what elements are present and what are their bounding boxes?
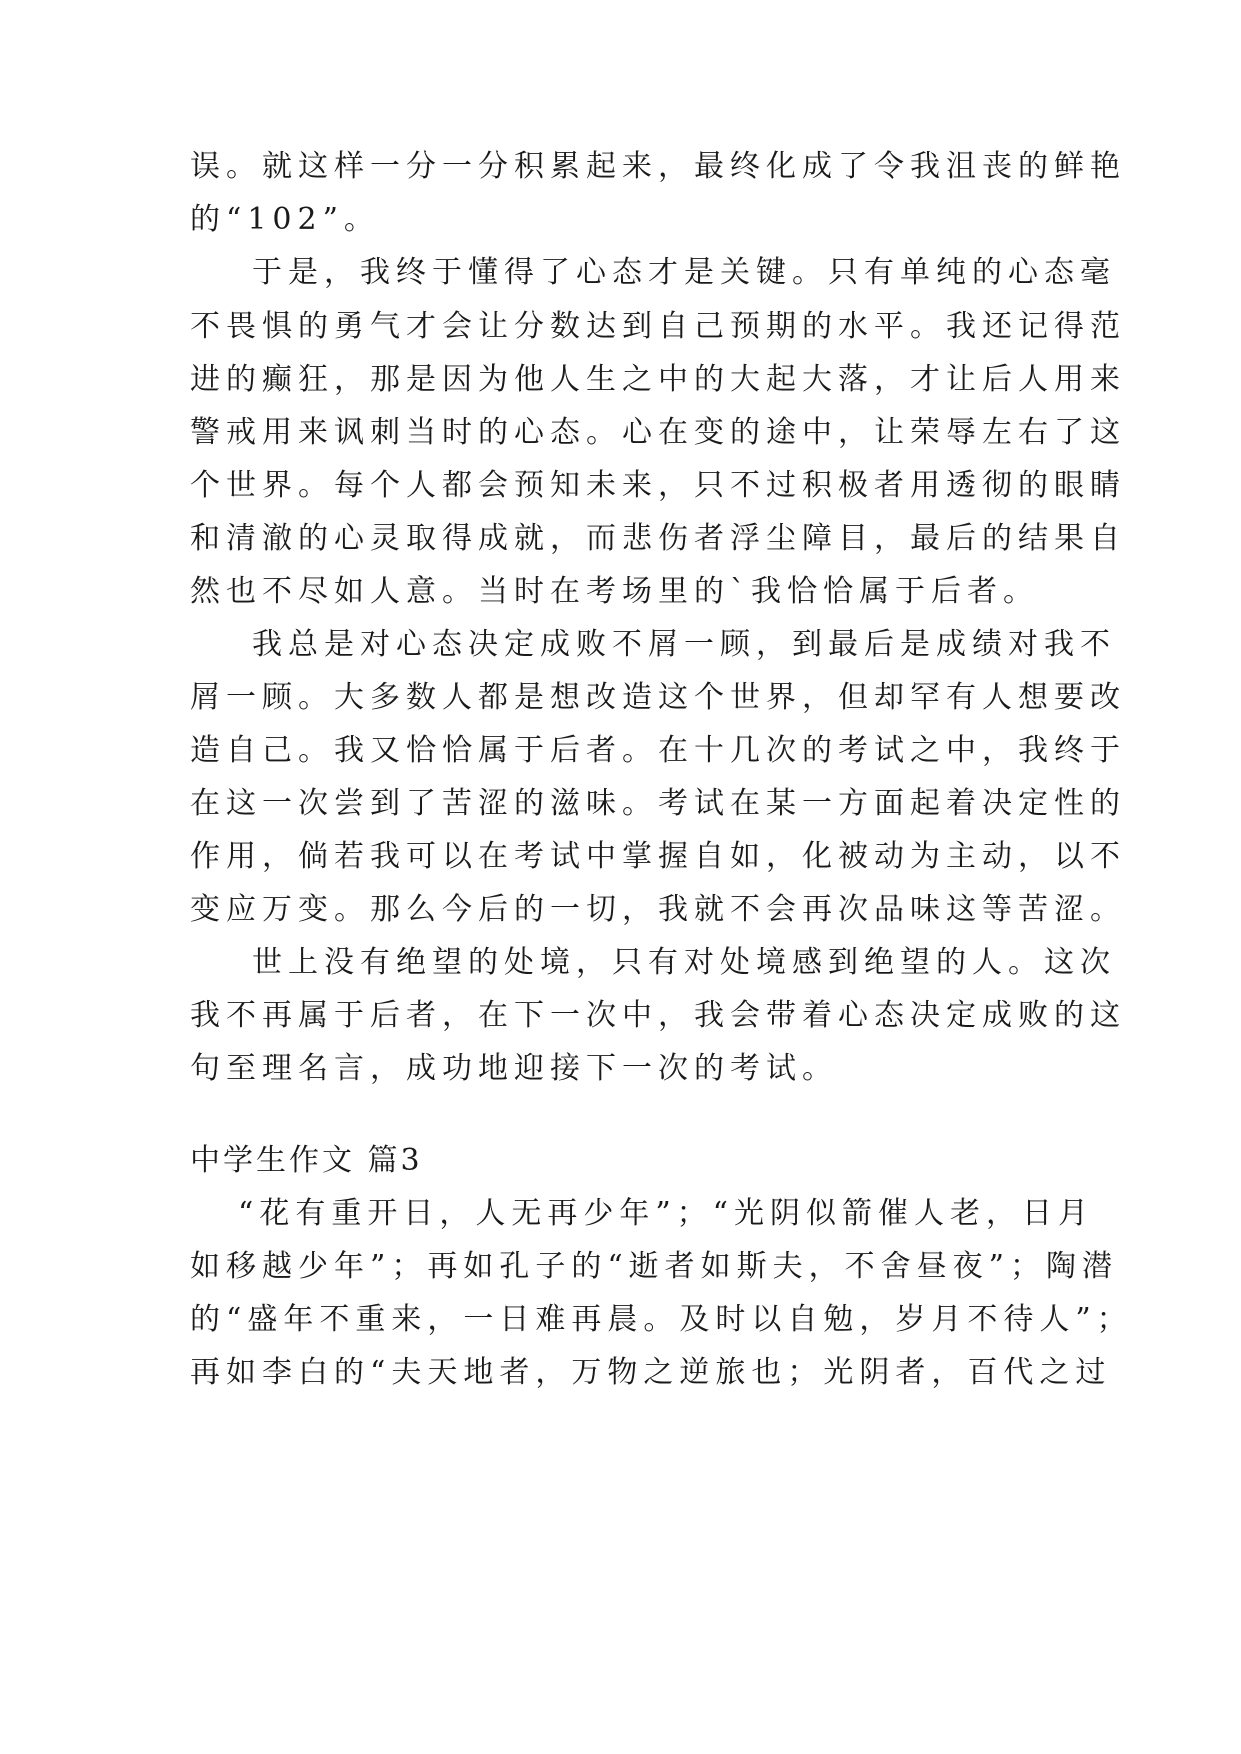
text-line: 个世界。每个人都会预知未来，只不过积极者用透彻的眼睛 <box>190 468 1126 503</box>
text-line: 再如李白的“夫天地者，万物之逆旅也；光阴者，百代之过 <box>190 1355 1112 1390</box>
text-line: 和清澈的心灵取得成就，而悲伤者浮尘障目，最后的结果自 <box>190 521 1126 556</box>
text-line: 变应万变。那么今后的一切，我就不会再次品味这等苦涩。 <box>190 892 1126 927</box>
text-line: 作用，倘若我可以在考试中掌握自如，化被动为主动，以不 <box>190 839 1126 874</box>
text-line: 然也不尽如人意。当时在考场里的`我恰恰属于后者。 <box>190 574 1039 609</box>
section-heading: 中学生作文 篇3 <box>190 1143 423 1178</box>
text-line: 的“102”。 <box>190 202 380 237</box>
paragraph-start-line: 于是，我终于懂得了心态才是关键。只有单纯的心态毫 <box>252 255 1116 290</box>
text-line: 在这一次尝到了苦涩的滋味。考试在某一方面起着决定性的 <box>190 786 1126 821</box>
text-line: 句至理名言，成功地迎接下一次的考试。 <box>190 1051 838 1086</box>
text-line: 屑一顾。大多数人都是想改造这个世界，但却罕有人想要改 <box>190 680 1126 715</box>
text-line: 警戒用来讽刺当时的心态。心在变的途中，让荣辱左右了这 <box>190 415 1126 450</box>
text-line: 造自己。我又恰恰属于后者。在十几次的考试之中，我终于 <box>190 733 1126 768</box>
text-line: 不畏惧的勇气才会让分数达到自己预期的水平。我还记得范 <box>190 309 1126 344</box>
paragraph-start-line: 我总是对心态决定成败不屑一顾，到最后是成绩对我不 <box>252 627 1116 662</box>
paragraph-start-line: 世上没有绝望的处境，只有对处境感到绝望的人。这次 <box>252 945 1116 980</box>
text-line: 如移越少年”；再如孔子的“逝者如斯夫，不舍昼夜”；陶潜 <box>190 1249 1119 1284</box>
text-line: 进的癫狂，那是因为他人生之中的大起大落，才让后人用来 <box>190 362 1126 397</box>
text-line: 误。就这样一分一分积累起来，最终化成了令我沮丧的鲜艳 <box>190 149 1126 184</box>
text-line: 我不再属于后者，在下一次中，我会带着心态决定成败的这 <box>190 998 1126 1033</box>
paragraph-start-line: “花有重开日，人无再少年”；“光阴似箭催人老，日月 <box>238 1196 1095 1231</box>
text-line: 的“盛年不重来，一日难再晨。及时以自勉，岁月不待人”； <box>190 1302 1133 1337</box>
